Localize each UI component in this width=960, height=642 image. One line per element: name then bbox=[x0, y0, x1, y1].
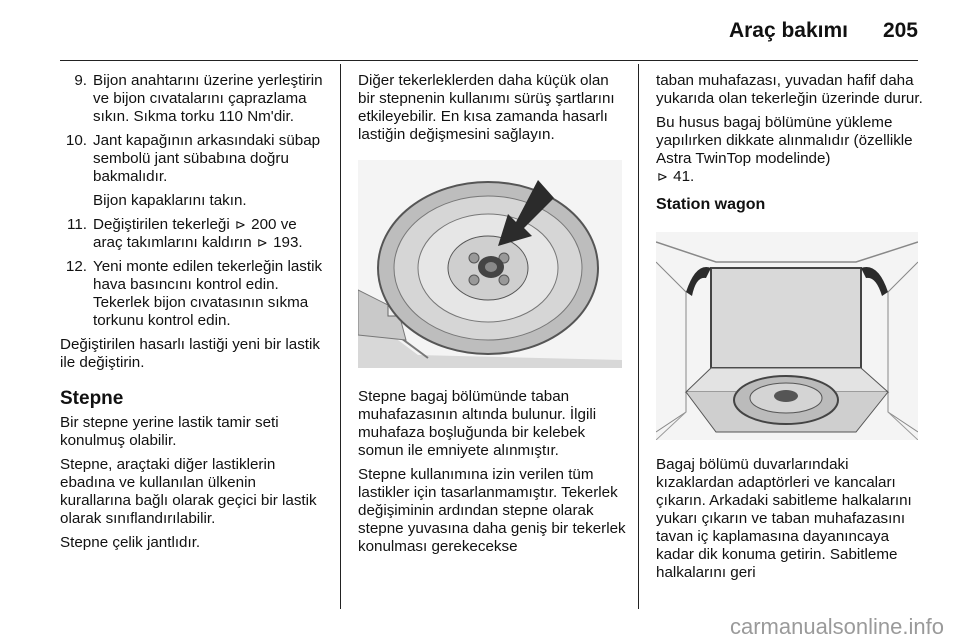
paragraph: Bagaj bölümü duvarlarındaki kızaklardan adaptörleri ve kancaları çıkarın. Arkadaki sabitleme halkalarını yukarı çıkarın ve taban muhafazasını tavan iç kaplamasına dayanıncaya kadar dik konuma getirin. Sabitleme halkalarını geri bbox=[656, 456, 912, 581]
section-heading: Stepne bbox=[60, 388, 124, 409]
xref-arrow-icon: ⊳ bbox=[234, 217, 246, 232]
station-wagon-illustration bbox=[656, 232, 918, 440]
paragraph: taban muhafazası, yuvadan hafif daha yukarıda olan tekerleğin üzerinde durur. bbox=[656, 72, 923, 107]
column-middle bbox=[358, 72, 626, 562]
paragraph: Stepne kullanımına izin verilen tüm lastikler için tasarlanmamıştır. Tekerlek değişiminin ardından stepne olarak stepne yuvasına daha geniş bir tekerlek konulması gerekecekse bbox=[358, 466, 626, 555]
paragraph-text: Bu husus bagaj bölümüne yükleme yapılırken dikkate alınmalıdır (özellikle Astra TwinTop modelinde) bbox=[656, 114, 913, 167]
page-reference[interactable]: 41. bbox=[673, 168, 695, 185]
spare-wheel-drawing bbox=[358, 160, 622, 368]
header-divider bbox=[60, 60, 918, 61]
page-number: 205 bbox=[882, 19, 918, 42]
column-divider bbox=[638, 64, 639, 609]
column-right bbox=[656, 72, 924, 588]
paragraph: Stepne çelik jantlıdır. bbox=[60, 534, 201, 551]
step-text: Bijon anahtarını üzerine yerleştirin ve bijon cıvatalarını çaprazlama sıkın. Sıkma torku 110 Nm'dir. bbox=[93, 72, 323, 125]
step-text-part: ve araç takımlarını kaldırın bbox=[93, 216, 297, 251]
step-number: 10. bbox=[65, 132, 87, 149]
station-wagon-drawing bbox=[656, 232, 918, 440]
step-item bbox=[60, 258, 330, 330]
paragraph: Bir stepne yerine lastik tamir seti konulmuş olabilir. bbox=[60, 414, 279, 449]
column-divider bbox=[340, 64, 341, 609]
subsection-heading: Station wagon bbox=[656, 196, 766, 213]
page-header bbox=[0, 0, 960, 64]
step-text bbox=[93, 216, 330, 252]
xref-arrow-icon: ⊳ bbox=[657, 169, 668, 184]
page-reference[interactable]: 193. bbox=[273, 234, 303, 251]
watermark: carmanualsonline.info bbox=[729, 614, 944, 639]
step-text: Jant kapağının arkasındaki sübap sembolü jant sübabına doğru bakmalıdır. bbox=[93, 132, 321, 185]
step-item bbox=[60, 132, 330, 186]
step-number: 11. bbox=[67, 216, 87, 233]
step-text: Yeni monte edilen tekerleğin lastik hava basıncını kontrol edin. Tekerlek bijon cıvatasının sıkma torkunu kontrol edin. bbox=[93, 258, 323, 329]
paragraph bbox=[656, 114, 924, 186]
step-number: 12. bbox=[65, 258, 87, 275]
step-number: 9. bbox=[74, 72, 87, 89]
step-note: Bijon kapaklarını takın. bbox=[93, 192, 247, 209]
paragraph: Stepne, araçtaki diğer lastiklerin ebadına ve kullanılan ülkenin kurallarına bağlı olarak geçici bir lastik olarak sınıflandırılabilir. bbox=[60, 456, 317, 527]
step-item bbox=[60, 216, 330, 252]
page-reference[interactable]: 200 bbox=[251, 216, 277, 233]
paragraph: Değiştirilen hasarlı lastiği yeni bir lastik ile değiştirin. bbox=[60, 336, 320, 371]
paragraph: Stepne bagaj bölümünde taban muhafazasının altında bulunur. İlgili muhafaza boşluğunda bir kelebek somun ile emniyete alınmıştır. bbox=[358, 388, 597, 459]
xref-arrow-icon: ⊳ bbox=[256, 235, 268, 250]
paragraph: Diğer tekerleklerden daha küçük olan bir stepnenin kullanımı sürüş şartlarını etkileyebilir. En kısa zamanda hasarlı lastiğin değişmesini sağlayın. bbox=[358, 72, 615, 143]
spare-wheel-illustration bbox=[358, 160, 622, 368]
step-text-part: Değiştirilen tekerleği bbox=[93, 216, 230, 233]
column-left bbox=[60, 72, 330, 558]
step-item bbox=[60, 72, 330, 126]
page-title: Araç bakımı bbox=[728, 19, 848, 42]
